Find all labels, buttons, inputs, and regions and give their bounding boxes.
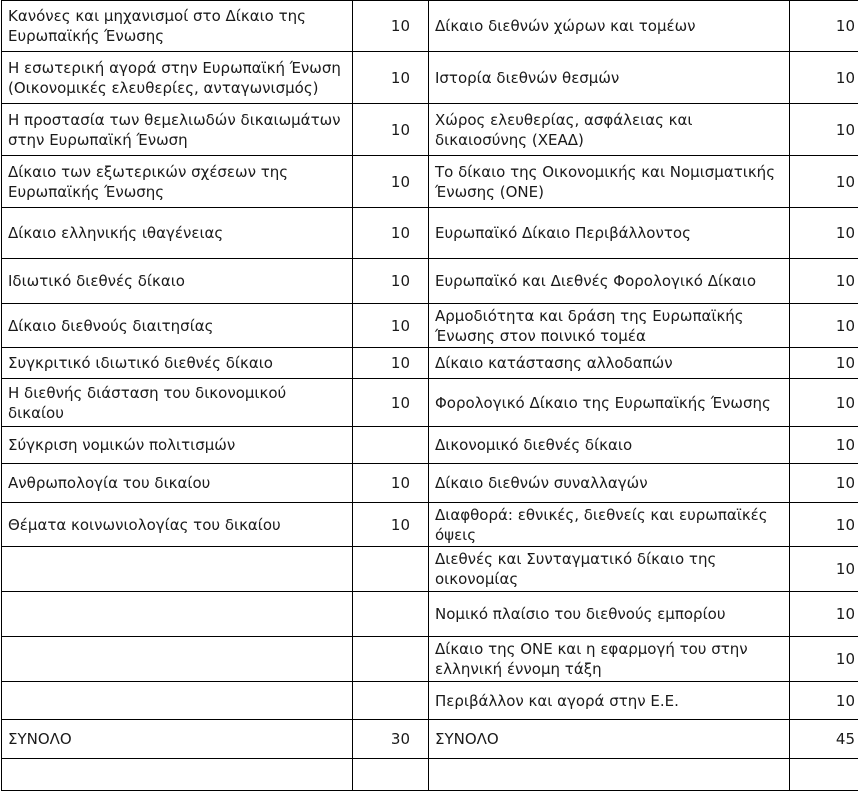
courses-table xyxy=(1,0,858,791)
right-credits: 10 xyxy=(790,547,858,592)
right-course: Δικονομικό διεθνές δίκαιο xyxy=(429,427,790,464)
left-credits xyxy=(353,427,429,464)
right-credits: 10 xyxy=(790,1,858,52)
left-credits: 10 xyxy=(353,208,429,259)
left-credits: 10 xyxy=(353,1,429,52)
right-credits: 10 xyxy=(790,156,858,208)
table-row xyxy=(2,637,858,682)
table-row xyxy=(2,348,858,379)
left-course xyxy=(2,592,353,637)
right-credits: 10 xyxy=(790,348,858,379)
right-course: Διεθνές και Συνταγματικό δίκαιο της οικονομίας xyxy=(429,547,790,592)
table-row xyxy=(2,259,858,304)
left-credits xyxy=(353,682,429,720)
left-credits: 10 xyxy=(353,104,429,156)
right-course: Δίκαιο διεθνών χώρων και τομέων xyxy=(429,1,790,52)
right-total-label: ΣΥΝΟΛΟ xyxy=(429,720,790,759)
right-credits: 10 xyxy=(790,637,858,682)
table-row xyxy=(2,379,858,427)
left-course: Συγκριτικό ιδιωτικό διεθνές δίκαιο xyxy=(2,348,353,379)
left-credits xyxy=(353,637,429,682)
right-credits: 10 xyxy=(790,503,858,547)
left-course: Η διεθνής διάσταση του δικονομικού δικαίου xyxy=(2,379,353,427)
table-row xyxy=(2,592,858,637)
right-credits: 10 xyxy=(790,379,858,427)
right-course: Ευρωπαϊκό και Διεθνές Φορολογικό Δίκαιο xyxy=(429,259,790,304)
table-row xyxy=(2,156,858,208)
left-total-label: ΣΥΝΟΛΟ xyxy=(2,720,353,759)
left-course xyxy=(2,682,353,720)
left-credits xyxy=(353,592,429,637)
right-credits: 10 xyxy=(790,427,858,464)
table-row xyxy=(2,427,858,464)
left-credits: 10 xyxy=(353,379,429,427)
right-credits: 10 xyxy=(790,208,858,259)
right-course: Το δίκαιο της Οικονομικής και Νομισματικής Ένωσης (ΟΝΕ) xyxy=(429,156,790,208)
left-course: Κανόνες και μηχανισμοί στο Δίκαιο της Ευρωπαϊκής Ένωσης xyxy=(2,1,353,52)
right-credits: 10 xyxy=(790,259,858,304)
right-course: Αρμοδιότητα και δράση της Ευρωπαϊκής Ένωσης στον ποινικό τομέα xyxy=(429,304,790,348)
left-credits: 10 xyxy=(353,464,429,503)
left-credits xyxy=(353,547,429,592)
left-course: Δίκαιο ελληνικής ιθαγένειας xyxy=(2,208,353,259)
table-row xyxy=(2,464,858,503)
right-credits: 10 xyxy=(790,52,858,104)
left-course xyxy=(2,637,353,682)
left-credits xyxy=(353,759,429,791)
right-credits: 10 xyxy=(790,682,858,720)
left-credits: 10 xyxy=(353,503,429,547)
right-course: Ευρωπαϊκό Δίκαιο Περιβάλλοντος xyxy=(429,208,790,259)
table-row xyxy=(2,104,858,156)
right-credits: 10 xyxy=(790,464,858,503)
table-row xyxy=(2,1,858,52)
left-credits: 10 xyxy=(353,304,429,348)
left-course: Δίκαιο διεθνούς διαιτησίας xyxy=(2,304,353,348)
table-row xyxy=(2,52,858,104)
left-course: Θέματα κοινωνιολογίας του δικαίου xyxy=(2,503,353,547)
right-course: Χώρος ελευθερίας, ασφάλειας και δικαιοσύνης (ΧΕΑΔ) xyxy=(429,104,790,156)
left-course xyxy=(2,547,353,592)
table-row xyxy=(2,682,858,720)
left-course: Η εσωτερική αγορά στην Ευρωπαϊκή Ένωση (Οικονομικές ελευθερίες, ανταγωνισμός) xyxy=(2,52,353,104)
table-row xyxy=(2,208,858,259)
table-row xyxy=(2,304,858,348)
right-course: Ιστορία διεθνών θεσμών xyxy=(429,52,790,104)
right-total-credits: 45 xyxy=(790,720,858,759)
right-course xyxy=(429,759,790,791)
left-total-credits: 30 xyxy=(353,720,429,759)
table-row xyxy=(2,759,858,791)
left-course xyxy=(2,759,353,791)
right-course: Νομικό πλαίσιο του διεθνούς εμπορίου xyxy=(429,592,790,637)
left-credits: 10 xyxy=(353,348,429,379)
right-course: Δίκαιο κατάστασης αλλοδαπών xyxy=(429,348,790,379)
table-row xyxy=(2,547,858,592)
total-row xyxy=(2,720,858,759)
right-credits: 10 xyxy=(790,304,858,348)
table-row xyxy=(2,503,858,547)
right-course: Περιβάλλον και αγορά στην Ε.Ε. xyxy=(429,682,790,720)
left-course: Δίκαιο των εξωτερικών σχέσεων της Ευρωπαϊκής Ένωσης xyxy=(2,156,353,208)
right-course: Φορολογικό Δίκαιο της Ευρωπαϊκής Ένωσης xyxy=(429,379,790,427)
right-course: Δίκαιο της ΟΝΕ και η εφαρμογή του στην ελληνική έννομη τάξη xyxy=(429,637,790,682)
right-course: Διαφθορά: εθνικές, διεθνείς και ευρωπαϊκές όψεις xyxy=(429,503,790,547)
left-credits: 10 xyxy=(353,156,429,208)
right-credits xyxy=(790,759,858,791)
left-credits: 10 xyxy=(353,259,429,304)
right-course: Δίκαιο διεθνών συναλλαγών xyxy=(429,464,790,503)
left-course: Ιδιωτικό διεθνές δίκαιο xyxy=(2,259,353,304)
left-course: Η προστασία των θεμελιωδών δικαιωμάτων στην Ευρωπαϊκή Ένωση xyxy=(2,104,353,156)
right-credits: 10 xyxy=(790,104,858,156)
left-course: Ανθρωπολογία του δικαίου xyxy=(2,464,353,503)
left-course: Σύγκριση νομικών πολιτισμών xyxy=(2,427,353,464)
left-credits: 10 xyxy=(353,52,429,104)
right-credits: 10 xyxy=(790,592,858,637)
